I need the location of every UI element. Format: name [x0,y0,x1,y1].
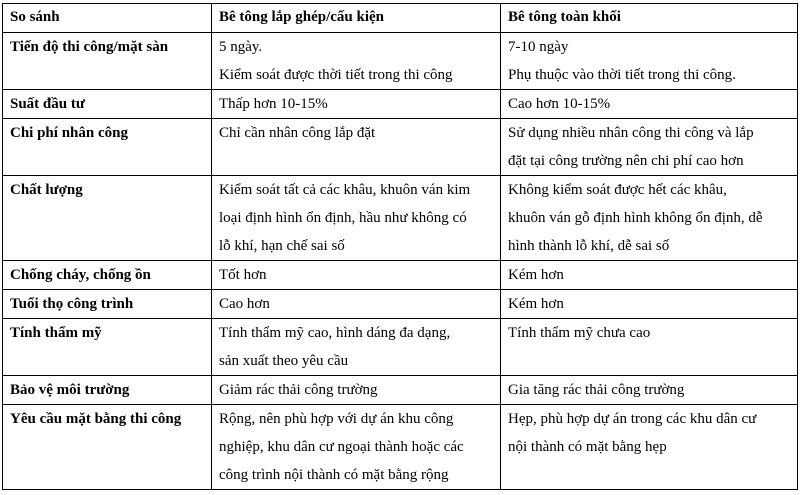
cell-line: Kiểm soát tất cả các khâu, khuôn ván kim [219,182,471,198]
row-criterion: Suất đầu tư [3,90,212,119]
cell-monolithic [501,90,798,119]
row-criterion: Yêu cầu mặt bằng thi công [3,405,212,490]
header-monolithic: Bê tông toàn khối [501,4,798,33]
cell-monolithic [501,33,798,90]
row-criterion: Chất lượng [3,176,212,261]
cell-line: đặt tại công trường nên chi phí cao hơn [508,153,744,169]
table-row [3,176,798,261]
cell-line: lỗ khí, hạn chế sai số [219,238,345,254]
cell-monolithic [501,261,798,290]
cell-monolithic [501,119,798,176]
cell-precast [212,33,501,90]
table-row [3,290,798,319]
cell-line: nội thành có mặt bằng hẹp [508,439,667,455]
cell-line: Sử dụng nhiều nhân công thi công và lắp [508,125,754,141]
cell-line: Cao hơn 10-15% [508,96,611,112]
row-criterion: Tiến độ thi công/mặt sàn [3,33,212,90]
table-row [3,90,798,119]
row-criterion: Tuổi thọ công trình [3,290,212,319]
table-row [3,319,798,376]
header-criterion: So sánh [3,4,212,33]
cell-line: Rộng, nên phù hợp với dự án khu công [219,411,454,427]
row-criterion: Bảo vệ môi trường [3,376,212,405]
cell-precast [212,319,501,376]
table-row [3,405,798,490]
cell-line: Chỉ cần nhân công lắp đặt [219,125,376,141]
cell-monolithic [501,319,798,376]
cell-line: loại định hình ổn định, hầu như không có [219,210,467,226]
cell-monolithic [501,176,798,261]
header-row [3,4,798,33]
cell-line: Phụ thuộc vào thời tiết trong thi công. [508,67,736,83]
cell-monolithic [501,405,798,490]
table-row [3,33,798,90]
cell-line: Gia tăng rác thải công trường [508,382,685,398]
cell-line: Tính thẩm mỹ chưa cao [508,325,651,341]
cell-line: công trình nội thành có mặt bằng rộng [219,467,449,483]
table-row [3,376,798,405]
comparison-table [2,3,798,490]
cell-precast [212,261,501,290]
row-criterion: Tính thẩm mỹ [3,319,212,376]
cell-line: nghiệp, khu dân cư ngoại thành hoặc các [219,439,464,455]
cell-precast [212,90,501,119]
cell-line: Cao hơn [219,296,270,312]
cell-line: Hẹp, phù hợp dự án trong các khu dân cư [508,411,757,427]
table-row [3,261,798,290]
cell-line: Kiểm soát được thời tiết trong thi công [219,67,453,83]
cell-precast [212,376,501,405]
cell-line: Kém hơn [508,267,564,283]
header-precast: Bê tông lắp ghép/cấu kiện [212,4,501,33]
cell-line: hình thành lỗ khí, dễ sai số [508,238,670,254]
row-criterion: Chi phí nhân công [3,119,212,176]
cell-line: Thấp hơn 10-15% [219,96,328,112]
cell-line: khuôn ván gỗ định hình không ổn định, dễ [508,210,763,226]
cell-precast [212,290,501,319]
cell-line: Tính thẩm mỹ cao, hình dáng đa dạng, [219,325,451,341]
cell-line: 5 ngày. [219,39,263,55]
cell-monolithic [501,376,798,405]
cell-monolithic [501,290,798,319]
cell-line: 7-10 ngày [508,39,569,55]
row-criterion: Chống cháy, chống ồn [3,261,212,290]
table-row [3,119,798,176]
cell-precast [212,119,501,176]
cell-line: Tốt hơn [219,267,267,283]
cell-line: Giảm rác thải công trường [219,382,378,398]
cell-line: Không kiểm soát được hết các khâu, [508,182,727,198]
cell-precast [212,405,501,490]
cell-precast [212,176,501,261]
cell-line: Kém hơn [508,296,564,312]
cell-line: sản xuất theo yêu cầu [219,353,349,369]
